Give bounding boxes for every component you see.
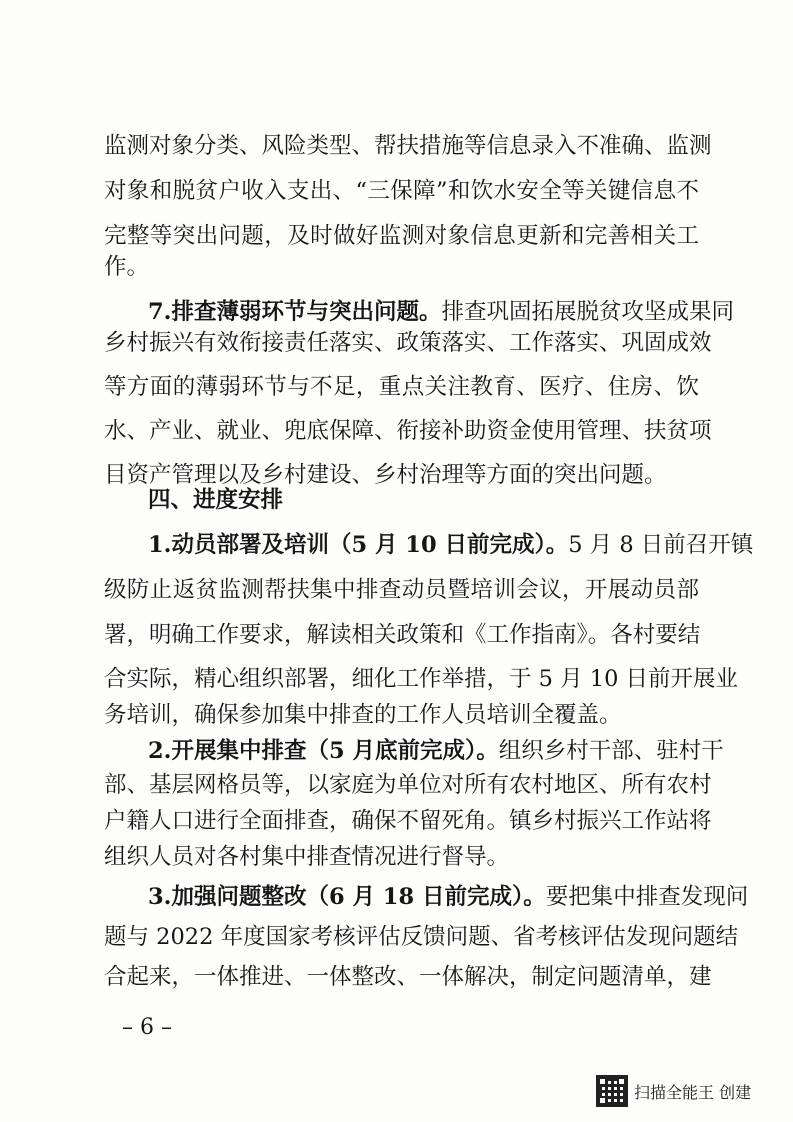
body-line: 监测对象分类、风险类型、帮扶措施等信息录入不准确、监测 [104,133,712,159]
page-number: – 6 – [122,1015,172,1040]
body-line: 完整等突出问题，及时做好监测对象信息更新和完善相关工 [104,223,699,249]
body-line: 级防止返贫监测帮扶集中排查动员暨培训会议，开展动员部 [104,577,699,603]
body-line: 组织人员对各村集中排查情况进行督导。 [104,844,510,870]
watermark-text: 扫描全能王 创建 [634,1082,752,1102]
body-line: 合实际，精心组织部署，细化工作举措，于 5 月 10 日前开展业 [104,666,739,692]
item-7-line [148,297,735,327]
body-line: 水、产业、就业、兜底保障、衔接补助资金使用管理、扶贫项 [104,418,712,444]
item-7-text: 排查巩固拓展脱贫攻坚成果同 [441,299,735,325]
body-line: 乡村振兴有效衔接责任落实、政策落实、工作落实、巩固成效 [104,330,712,356]
body-line: 等方面的薄弱环节与不足，重点关注教育、医疗、住房、饮 [104,374,699,400]
body-line: 务培训，确保参加集中排查的工作人员培训全覆盖。 [104,702,622,728]
body-line: 署，明确工作要求，解读相关政策和《工作指南》。各村要结 [104,622,701,648]
body-line: 对象和脱贫户收入支出、“三保障”和饮水安全等关键信息不 [104,178,699,204]
body-line: 部、基层网格员等，以家庭为单位对所有农村地区、所有农村 [104,772,712,798]
item-1-text: 5 月 8 日前召开镇 [568,532,754,558]
body-line: 合起来，一体推进、一体整改、一体解决，制定问题清单，建 [104,964,712,990]
item-7-title: 7.排查薄弱环节与突出问题。 [148,299,442,325]
qr-code-icon [596,1075,628,1107]
item-2-line [148,736,724,766]
item-2-text: 组织乡村干部、驻村干 [498,738,724,764]
item-3-text: 要把集中排查发现问 [545,884,749,910]
item-3-title: 3.加强问题整改（6 月 18 日前完成）。 [148,884,546,910]
body-line: 目资产管理以及乡村建设、乡村治理等方面的突出问题。 [104,462,667,488]
body-line: 作。 [104,254,150,280]
section-heading: 四、进度安排 [148,487,284,513]
item-1-line [148,530,754,560]
item-1-title: 1.动员部署及培训（5 月 10 日前完成）。 [148,532,569,558]
body-line: 题与 2022 年度国家考核评估反馈问题、省考核评估发现问题结 [104,924,739,950]
scanner-watermark [596,1068,786,1114]
body-line: 户籍人口进行全面排查，确保不留死角。镇乡村振兴工作站将 [104,808,712,834]
item-3-line [148,882,749,912]
item-2-title: 2.开展集中排查（5 月底前完成）。 [148,738,499,764]
